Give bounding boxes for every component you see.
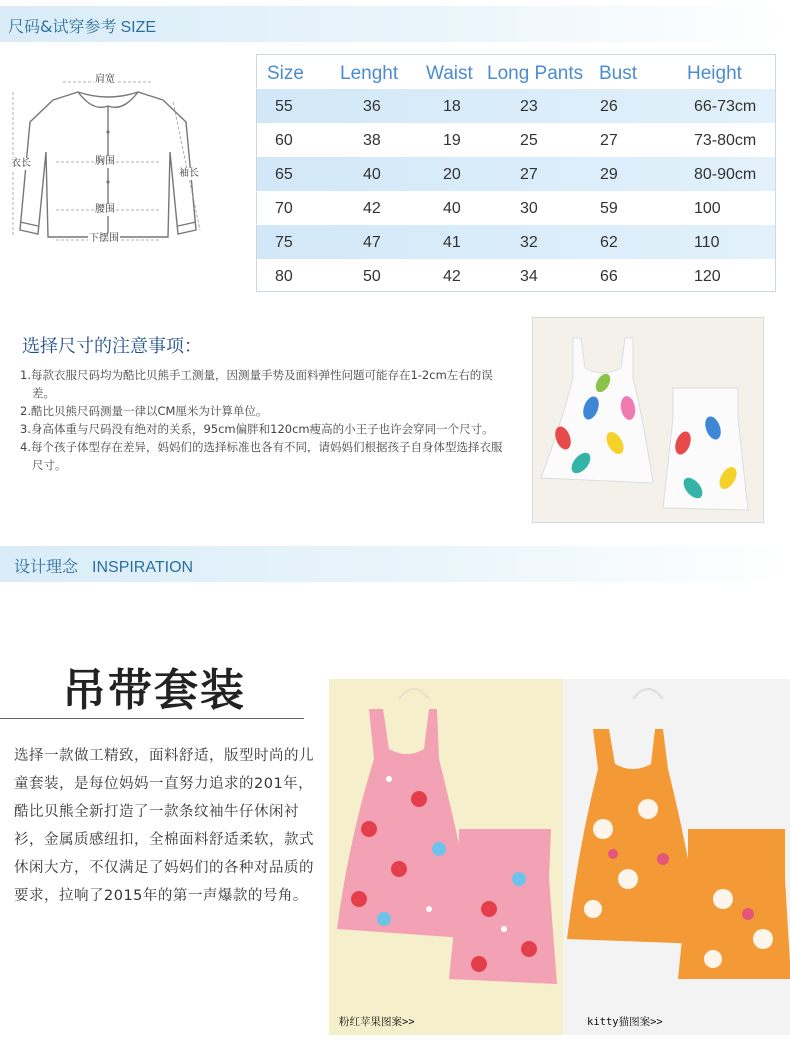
product-photo-orange (563, 679, 790, 1035)
waist-label: 腰围 (95, 204, 115, 215)
table-header (257, 55, 775, 89)
cell: 23 (520, 98, 538, 115)
list-item: 3.身高体重与尺码没有绝对的关系，95cm偏胖和120cm瘦高的小王子也许会穿同一个尺寸。 (20, 422, 494, 436)
header-long-pants: Long Pants (487, 63, 584, 84)
product-photo-small (532, 317, 764, 523)
size-table (256, 54, 776, 292)
cell: 120 (694, 268, 721, 285)
cell: 73-80cm (694, 132, 757, 149)
cell: 20 (443, 166, 461, 183)
table-row (257, 191, 775, 225)
orange-kitty-set-illustration (563, 679, 790, 1035)
length-label: 衣长 (11, 158, 31, 169)
cell: 66-73cm (694, 98, 757, 115)
cell: 59 (600, 200, 618, 217)
cell: 80 (275, 268, 293, 285)
orange-photo-caption: kitty猫图案>> (587, 1016, 663, 1028)
cell: 18 (443, 98, 461, 115)
cell: 75 (275, 234, 293, 251)
product-description: 选择一款做工精致，面料舒适，版型时尚的儿童套装，是每位妈妈一直努力追求的201年，酷比贝熊全新打造了一款条纹袖牛仔休闲衬衫，金属质感纽扣，全棉面料舒适柔软，款式休闲大方，不仅满足了妈妈们的各种对品质的要求，拉响了2015年的第一声爆款的号角。 (14, 748, 314, 904)
title-divider (0, 718, 304, 719)
notes-list (20, 366, 510, 474)
cell: 38 (363, 132, 381, 149)
cell: 26 (600, 98, 618, 115)
header-bust: Bust (599, 63, 638, 84)
table-row (257, 157, 775, 191)
header-waist: Waist (426, 63, 473, 84)
chest-label: 胸围 (95, 156, 115, 167)
hem-label: 下摆围 (89, 233, 119, 244)
shoulder-label: 肩宽 (95, 74, 115, 85)
cell: 47 (363, 234, 381, 251)
camisole-set-illustration (533, 318, 763, 522)
product-title: 吊带套装 (62, 665, 246, 716)
garment-measure-diagram (8, 62, 208, 262)
cell: 27 (520, 166, 538, 183)
cell: 42 (363, 200, 381, 217)
size-banner-title: 尺码&试穿参考 SIZE (8, 17, 157, 36)
inspiration-banner (0, 546, 790, 582)
header-length: Lenght (340, 63, 399, 84)
cell: 36 (363, 98, 381, 115)
notes-title: 选择尺寸的注意事项： (22, 336, 202, 357)
cell: 66 (600, 268, 618, 285)
list-item: 4.每个孩子体型存在差异，妈妈们的选择标准也各有不同，请妈妈们根据孩子自身体型选择衣服尺寸。 (20, 440, 503, 472)
list-item: 2.酷比贝熊尺码测量一律以CM厘米为计算单位。 (20, 404, 268, 418)
inspiration-banner-title: 设计理念 INSPIRATION (14, 557, 194, 576)
table-row (257, 89, 775, 123)
cell: 42 (443, 268, 461, 285)
list-item: 1.每款衣服尺码均为酷比贝熊手工测量，因测量手势及面料弹性问题可能存在1-2cm左右的误差。 (20, 368, 493, 400)
product-photo-pink (329, 679, 563, 1035)
table-row (257, 225, 775, 259)
sleeve-label: 袖长 (179, 168, 199, 179)
header-size: Size (267, 63, 304, 84)
table-row (257, 123, 775, 157)
cell: 32 (520, 234, 538, 251)
cell: 19 (443, 132, 461, 149)
size-banner (0, 6, 790, 42)
pink-apple-set-illustration (329, 679, 563, 1035)
cell: 41 (443, 234, 461, 251)
cell: 27 (600, 132, 618, 149)
cell: 65 (275, 166, 293, 183)
cell: 100 (694, 200, 721, 217)
cell: 70 (275, 200, 293, 217)
cell: 50 (363, 268, 381, 285)
cell: 25 (520, 132, 538, 149)
table-row (257, 259, 775, 293)
cell: 30 (520, 200, 538, 217)
cell: 60 (275, 132, 293, 149)
cell: 55 (275, 98, 293, 115)
cell: 34 (520, 268, 538, 285)
cell: 110 (694, 234, 720, 251)
cell: 40 (363, 166, 381, 183)
cell: 62 (600, 234, 618, 251)
cell: 29 (600, 166, 618, 183)
header-height: Height (687, 63, 742, 84)
pink-photo-caption: 粉红苹果图案>> (339, 1016, 415, 1028)
cell: 80-90cm (694, 166, 757, 183)
cell: 40 (443, 200, 461, 217)
